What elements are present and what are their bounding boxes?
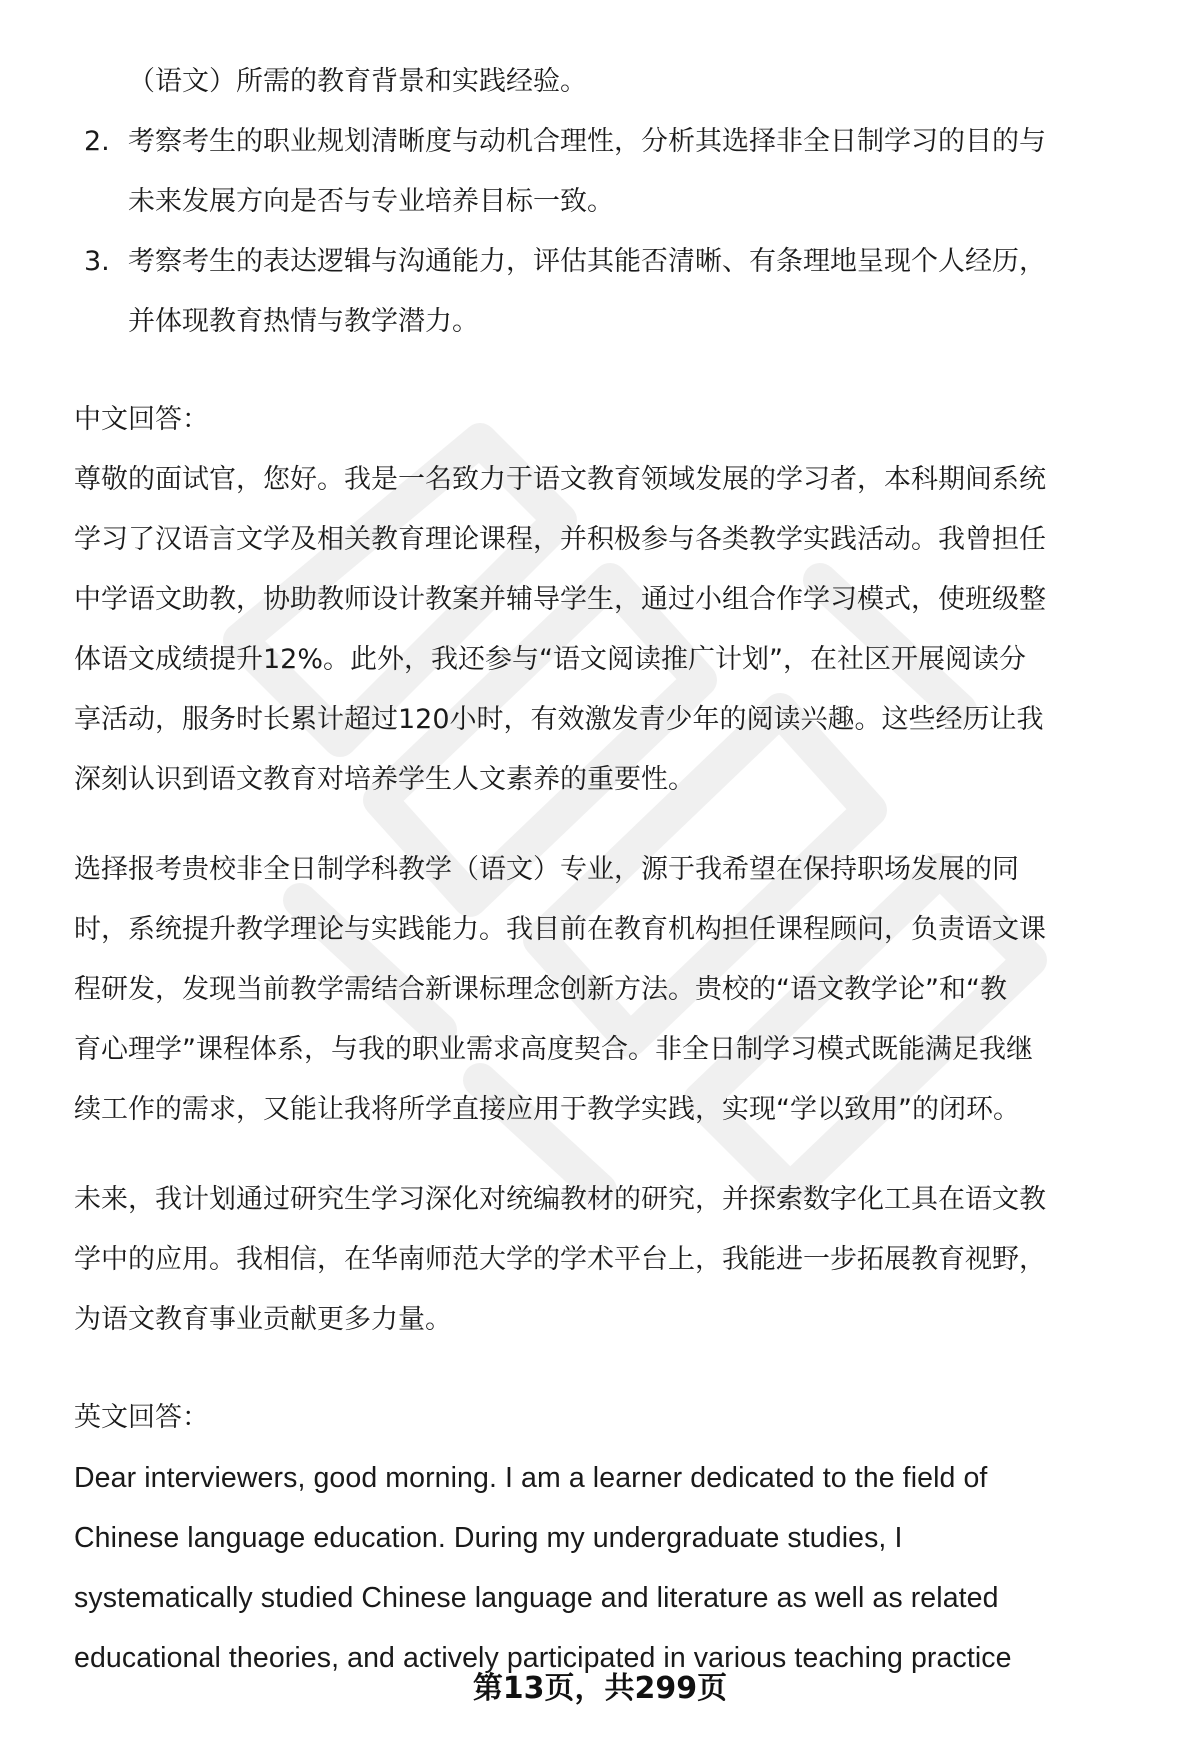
list-item — [74, 232, 1144, 352]
text-line: 体语文成绩提升12%。此外，我还参与“语文阅读推广计划”，在社区开展阅读分 — [74, 644, 1026, 675]
text-line: 选择报考贵校非全日制学科教学（语文）专业，源于我希望在保持职场发展的同 — [74, 854, 1019, 885]
text-line: 尊敬的面试官，您好。我是一名致力于语文教育领域发展的学习者，本科期间系统 — [74, 464, 1046, 495]
list-number: 2. — [84, 126, 110, 157]
list-text — [128, 112, 1046, 232]
continuation-line: （语文）所需的教育背景和实践经验。 — [128, 66, 587, 97]
text-line: 未来发展方向是否与专业培养目标一致。 — [128, 186, 614, 217]
chinese-paragraph — [74, 840, 1144, 1140]
text-line: 时，系统提升教学理论与实践能力。我目前在教育机构担任课程顾问，负责语文课 — [74, 914, 1046, 945]
list-text — [128, 232, 1046, 352]
text-line: 深刻认识到语文教育对培养学生人文素养的重要性。 — [74, 764, 695, 795]
text-line: 续工作的需求，又能让我将所学直接应用于教学实践，实现“学以致用”的闭环。 — [74, 1094, 1020, 1125]
text-line: 考察考生的表达逻辑与沟通能力，评估其能否清晰、有条理地呈现个人经历， — [128, 246, 1046, 277]
chinese-paragraph — [74, 450, 1144, 810]
text-line: 为语文教育事业贡献更多力量。 — [74, 1304, 452, 1335]
text-line: 育心理学”课程体系，与我的职业需求高度契合。非全日制学习模式既能满足我继 — [74, 1034, 1033, 1065]
list-number: 3. — [84, 246, 110, 277]
chinese-paragraph — [74, 1170, 1144, 1350]
page-number-footer: 第13页，共299页 — [472, 1671, 728, 1706]
text-line: systematically studied Chinese language and literature as well as related — [74, 1582, 999, 1614]
text-line: 程研发，发现当前教学需结合新课标理念创新方法。贵校的“语文教学论”和“教 — [74, 974, 1007, 1005]
text-line: 中学语文助教，协助教师设计教案并辅导学生，通过小组合作学习模式，使班级整 — [74, 584, 1046, 615]
text-line: 未来，我计划通过研究生学习深化对统编教材的研究，并探索数字化工具在语文教 — [74, 1184, 1046, 1215]
text-line: 学习了汉语言文学及相关教育理论课程，并积极参与各类教学实践活动。我曾担任 — [74, 524, 1046, 555]
text-line: 并体现教育热情与教学潜力。 — [128, 306, 479, 337]
text-line: educational theories, and actively participated in various teaching practice — [74, 1642, 1012, 1674]
text-line: 享活动，服务时长累计超过120小时，有效激发青少年的阅读兴趣。这些经历让我 — [74, 704, 1044, 735]
english-answer-heading: 英文回答： — [74, 1402, 209, 1433]
text-line: Dear interviewers, good morning. I am a learner dedicated to the field of — [74, 1462, 988, 1494]
text-line: 考察考生的职业规划清晰度与动机合理性，分析其选择非全日制学习的目的与 — [128, 126, 1046, 157]
text-line: Chinese language education. During my undergraduate studies, I — [74, 1522, 903, 1554]
chinese-answer-heading: 中文回答： — [74, 404, 209, 435]
list-item — [74, 112, 1144, 232]
english-paragraph — [74, 1448, 1144, 1688]
document-body — [74, 52, 1144, 1688]
text-line: 学中的应用。我相信，在华南师范大学的学术平台上，我能进一步拓展教育视野， — [74, 1244, 1046, 1275]
